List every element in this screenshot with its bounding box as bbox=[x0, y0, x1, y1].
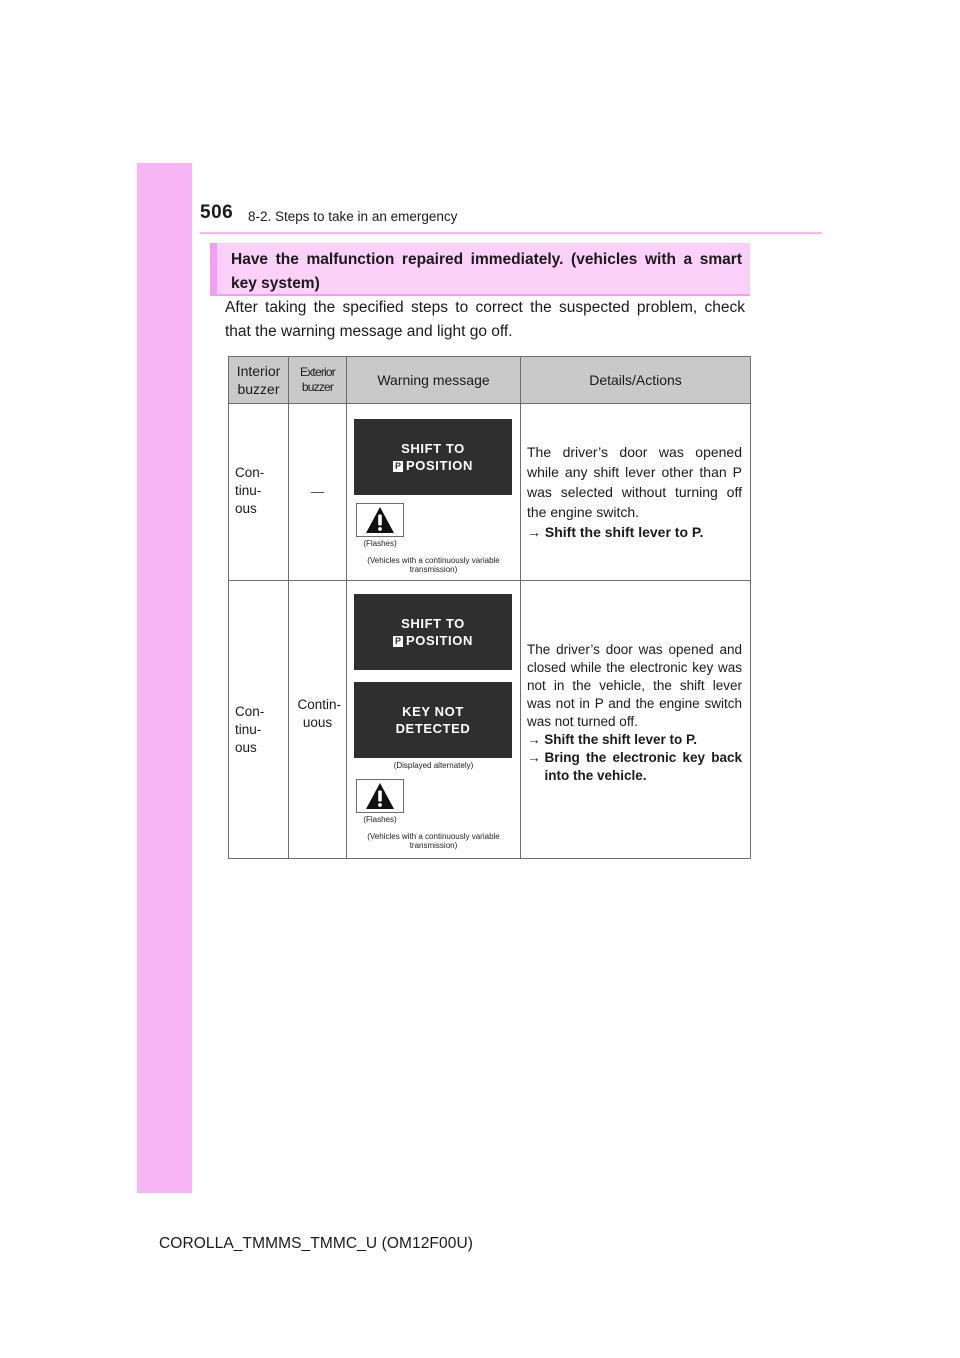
header-exterior-buzzer: Exterior buzzer bbox=[289, 357, 347, 404]
warning-triangle-icon bbox=[356, 779, 404, 813]
exterior-buzzer-cell: Contin- uous bbox=[289, 581, 347, 859]
details-actions-cell: The driver’s door was opened while any shift lever other than P was selected without turning off the engine switch. → Shift the shift lever to P. bbox=[521, 404, 751, 581]
interior-buzzer-cell: Con- tinu- ous bbox=[229, 404, 289, 581]
alternate-note: (Displayed alternately) bbox=[393, 761, 474, 770]
vehicle-note: (Vehicles with a continuously variable transmission) bbox=[367, 556, 500, 574]
vehicle-note: (Vehicles with a continuously variable transmission) bbox=[367, 832, 500, 850]
side-tab-strip bbox=[137, 163, 192, 1193]
footer-document-id: COROLLA_TMMMS_TMMC_U (OM12F00U) bbox=[159, 1235, 474, 1252]
header-details-actions: Details/Actions bbox=[521, 357, 751, 404]
details-actions-cell: The driver’s door was opened and closed while the electronic key was not in the vehicle, the shift lever was not in P and the engine switch was not turned off. → Shift the shift lever to P. → Bring the electronic key back into the vehicle. bbox=[521, 581, 751, 859]
page-number: 506 bbox=[200, 202, 234, 223]
warning-table bbox=[228, 356, 751, 859]
header-warning-message: Warning message bbox=[347, 357, 521, 404]
table-row bbox=[229, 404, 751, 581]
header-divider bbox=[200, 232, 822, 234]
action-item: → Shift the shift lever to P. bbox=[527, 731, 698, 747]
p-position-icon: P bbox=[395, 636, 402, 646]
section-title: 8-2. Steps to take in an emergency bbox=[248, 209, 458, 224]
action-item: → Bring the electronic key back into the vehicle. bbox=[527, 749, 742, 783]
shift-to-p-screen: SHIFT TO P POSITION bbox=[354, 594, 512, 670]
action-item: → Shift the shift lever to P. bbox=[527, 524, 704, 540]
warning-message-cell bbox=[347, 404, 521, 581]
warning-message-cell bbox=[347, 581, 521, 859]
flash-note: (Flashes) bbox=[363, 539, 397, 548]
flash-note: (Flashes) bbox=[363, 815, 397, 824]
interior-buzzer-cell: Con- tinu- ous bbox=[229, 581, 289, 859]
header-interior-buzzer: Interior buzzer bbox=[229, 357, 289, 404]
warning-triangle-icon bbox=[356, 503, 404, 537]
exterior-buzzer-cell: — bbox=[289, 404, 347, 581]
intro-paragraph: After taking the specified steps to correct the suspected problem, check that the warning message and light go off. bbox=[225, 299, 745, 340]
p-position-icon: P bbox=[395, 461, 402, 471]
table-row bbox=[229, 581, 751, 859]
section-heading: Have the malfunction repaired immediately. (vehicles with a smart key system) bbox=[210, 243, 750, 296]
key-not-detected-screen: KEY NOT DETECTED bbox=[354, 682, 512, 758]
table-header-row bbox=[229, 357, 751, 404]
shift-to-p-screen: SHIFT TO P POSITION bbox=[354, 419, 512, 495]
